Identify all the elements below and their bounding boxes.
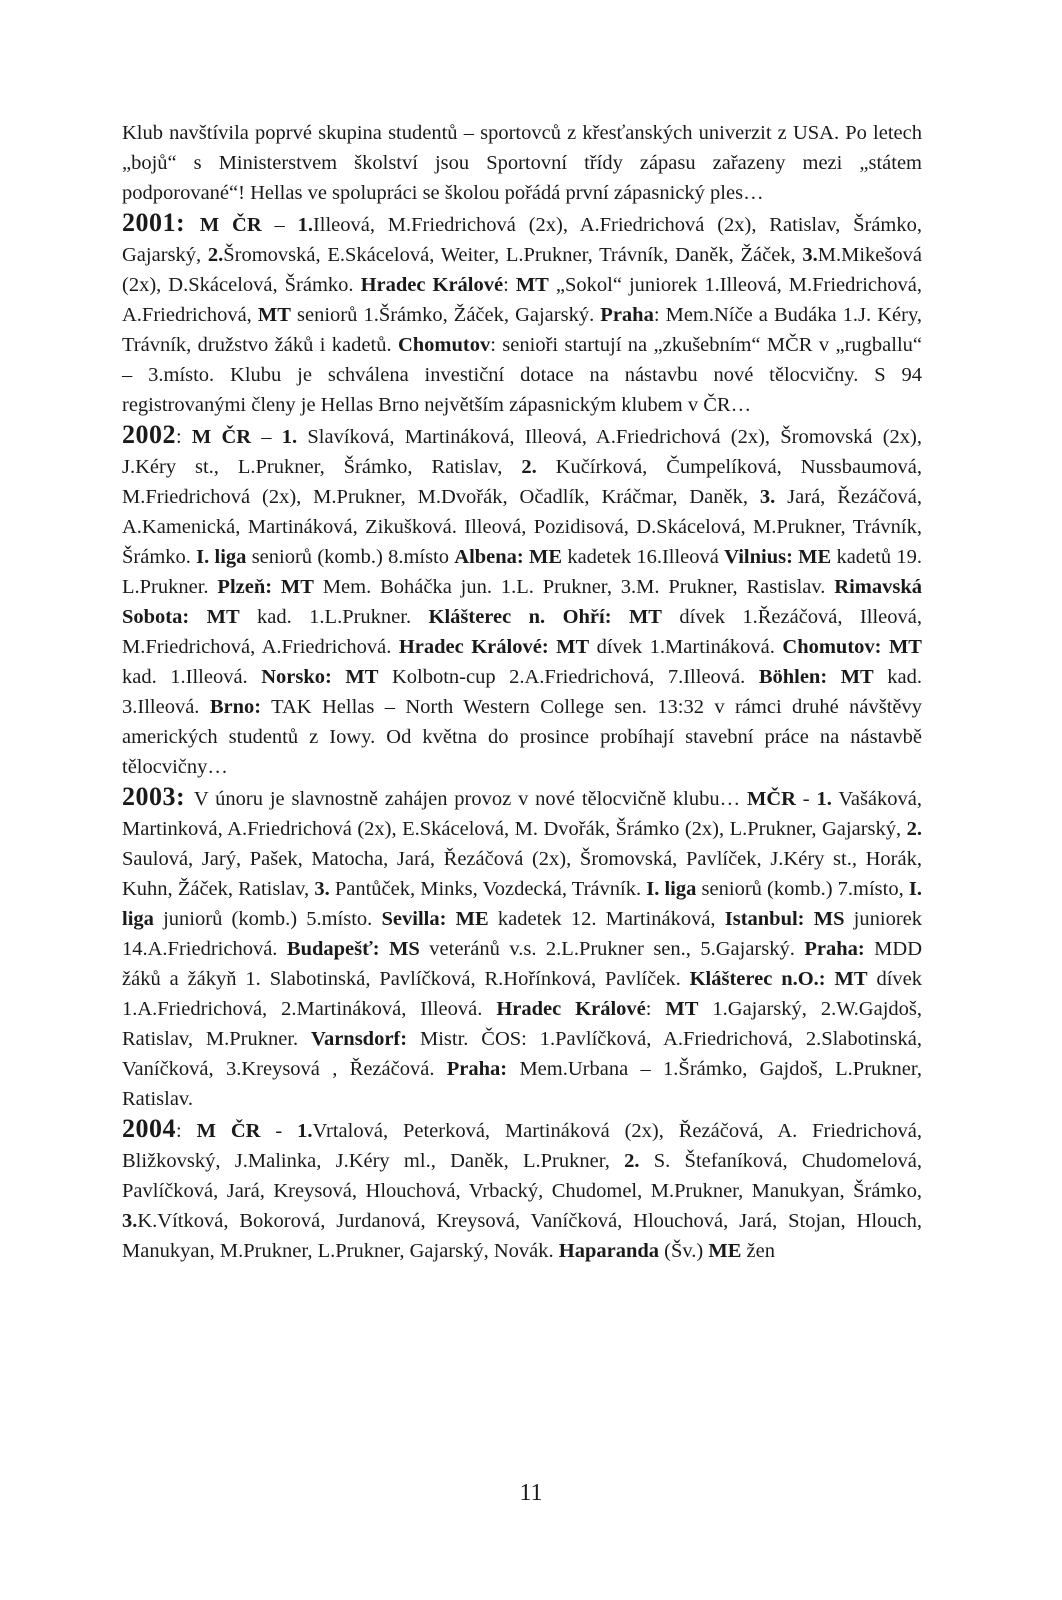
bold-label: 3. [314, 878, 330, 900]
bold-label: ME [708, 1240, 742, 1262]
text-run: Kučírková, Čumpelíková, Nussbaumová, M.Friedrichová (2x), M.Prukner, M.Dvořák, Očadlík, Kráčmar, Daněk, [122, 456, 922, 508]
text-run: Vrtalová, Peterková, Martináková (2x), Řezáčová, A. Friedrichová, Bližkovský, J.Malinka, J.Kéry ml., Daněk, L.Prukner, [122, 1120, 923, 1172]
text-run: Šromovská, E.Skácelová, Weiter, L.Prukner, Trávník, Daněk, Žáček, [223, 244, 803, 266]
bold-label: MČR [746, 788, 796, 810]
text-run: Saulová, Jarý, Pašek, Matocha, Jará, Řezáčová (2x), Šromovská, Pavlíček, J.Kéry st., Horák, Kuhn, Žáček, Ratislav, [122, 848, 922, 900]
bold-label: 1. [297, 214, 313, 236]
bold-label: 2. [906, 818, 922, 840]
bold-label: Chomutov [397, 334, 491, 356]
year-heading: 2001 [122, 208, 176, 237]
text-run: MDD žáků a žákyň 1. Slabotinská, Pavlíčková, R.Hořínková, Pavlíček. [122, 938, 923, 990]
bold-label: I. liga [196, 546, 247, 568]
text-run: : [503, 274, 516, 296]
bold-label: Hradec Králové [496, 998, 646, 1020]
text-run: – [261, 214, 298, 236]
bold-label: I. liga [122, 878, 922, 930]
bold-label: 2. [207, 244, 224, 266]
bold-label: Haparanda [558, 1240, 659, 1262]
text-run: „Sokol“ juniorek 1.Illeová, M.Friedrichová, A.Friedrichová, [122, 274, 922, 326]
bold-label: Praha [600, 304, 654, 326]
year-heading: : [176, 782, 194, 811]
text-run: - [795, 788, 817, 810]
bold-label: Rimavská Sobota: MT [122, 576, 923, 628]
text-run: Kolbotn-cup 2.A.Friedrichová, 7.Illeová. [378, 666, 759, 688]
text-run: juniorek 14.A.Friedrichová. [122, 908, 922, 960]
bold-label: Istanbul: MS [724, 908, 845, 930]
intro-paragraph [122, 118, 922, 208]
text-run: seniorů 1.Šrámko, Žáček, Gajarský. [290, 304, 601, 326]
bold-label: MT [257, 304, 291, 326]
year-heading: 2003 [122, 782, 176, 811]
text-run: kadetek 12. Martináková, [488, 908, 725, 930]
text-run: – [251, 426, 282, 448]
text-run: seniorů (komb.) 7.místo, [696, 878, 909, 900]
text-run: : [176, 1120, 197, 1142]
bold-label: Praha: [804, 938, 865, 960]
text-run: Slavíková, Martináková, Illeová, A.Friedrichová (2x), Šromovská (2x), J.Kéry st., L.Prukner, Šrámko, Ratislav, [122, 426, 923, 478]
text-run: žen [741, 1240, 775, 1262]
text-run: 1.Gajarský, 2.W.Gajdoš, Ratislav, M.Prukner. [122, 998, 923, 1050]
text-run: Illeová, M.Friedrichová (2x), A.Friedrichová (2x), Ratislav, Šrámko, Gajarský, [122, 214, 922, 266]
year-heading: 2004 [122, 1114, 176, 1143]
bold-label: Hradec Králové [360, 274, 504, 296]
bold-label: 1. [281, 426, 298, 448]
text-run: Jará, Řezáčová, A.Kamenická, Martináková, Zikušková. Illeová, Pozidisová, D.Skácelová, M.Prukner, Trávník, Šrámko. [122, 486, 922, 568]
bold-label: 1. [816, 788, 832, 810]
text-run: Mem. Boháčka jun. 1.L. Prukner, 3.M. Prukner, Rastislav. [313, 576, 835, 598]
text-run: dívek 1.A.Friedrichová, 2.Martináková, Illeová. [122, 968, 923, 1020]
page-body [122, 118, 922, 1266]
text-run: dívek 1.Řezáčová, Illeová, M.Friedrichová, A.Friedrichová. [122, 606, 922, 658]
bold-label: Praha: [446, 1058, 508, 1080]
page-number: 11 [519, 1480, 543, 1506]
text-run: V únoru je slavnostně zahájen provoz v nové tělocvičně klubu… [193, 788, 747, 810]
bold-label: Sevilla: ME [381, 908, 489, 930]
bold-label: M ČR [199, 214, 262, 236]
text-run: S. Štefaníková, Chudomelová, Pavlíčková, Jará, Kreysová, Hlouchová, Vrbacký, Chudomel, M.Prukner, Manukyan, Šrámko, [122, 1150, 922, 1202]
year-heading: 2002 [122, 420, 176, 449]
bold-label: 1. [297, 1120, 313, 1142]
text-run: M.Mikešová (2x), D.Skácelová, Šrámko. [122, 244, 922, 296]
text-run: Pantůček, Minks, Vozdecká, Trávník. [329, 878, 647, 900]
text-run: seniorů (komb.) 8.místo [246, 546, 455, 568]
text-run: juniorů (komb.) 5.místo. [153, 908, 382, 930]
text-run: Mistr. ČOS: 1.Pavlíčková, A.Friedrichová, 2.Slabotinská, Vaníčková, 3.Kreysová , Řezáčová. [122, 1028, 922, 1080]
text-run: : [176, 426, 192, 448]
bold-label: 2. [521, 456, 537, 478]
year-2002-paragraph [122, 420, 922, 782]
text-run: TAK Hellas – North Western College sen. 13:32 v rámci druhé návštěvy amerických studentů z Iowy. Od května do prosince probíhají stavební práce na nástavbě tělocvičny… [122, 696, 922, 778]
text-run: kadetů 19. L.Prukner. [122, 546, 922, 598]
bold-label: Böhlen: MT [758, 666, 874, 688]
bold-label: Albena: ME [454, 546, 563, 568]
year-heading: : [176, 208, 200, 237]
bold-label: M ČR [191, 426, 252, 448]
bold-label: Norsko: MT [261, 666, 379, 688]
text-run: veteránů v.s. 2.L.Prukner sen., 5.Gajarský. [419, 938, 805, 960]
bold-label: 3. [759, 486, 776, 508]
year-2004-paragraph [122, 1114, 922, 1266]
text-run: (Šv.) [659, 1240, 709, 1262]
bold-label: M ČR [196, 1120, 261, 1142]
bold-label: Klášterec n. Ohří: MT [428, 606, 662, 628]
bold-label: I. liga [646, 878, 697, 900]
bold-label: MT [515, 274, 549, 296]
text-run: : senioři startují na „zkušebním“ MČR v „rugballu“ – 3.místo. Klubu je schválena investiční dotace na nástavbu nové tělocvičny. S 94 registrovanými členy je Hellas Brno největším zápasnickým klubem v ČR… [122, 334, 922, 416]
text-run: Mem.Urbana – 1.Šrámko, Gajdoš, L.Prukner, Ratislav. [122, 1058, 923, 1110]
text-run: : Mem.Níče a Budáka 1.J. Kéry, Trávník, družstvo žáků i kadetů. [122, 304, 923, 356]
text-run: kad. 3.Illeová. [122, 666, 923, 718]
text-run: - [260, 1120, 298, 1142]
bold-label: Hradec Králové: MT [398, 636, 590, 658]
bold-label: Klášterec n.O.: MT [689, 968, 868, 990]
bold-label: MT [665, 998, 699, 1020]
bold-label: 3. [122, 1210, 138, 1232]
bold-label: Chomutov: MT [782, 636, 922, 658]
text-run: dívek 1.Martináková. [589, 636, 783, 658]
text-run: kadetek 16.Illeová [562, 546, 725, 568]
text-run: Klub navštívila poprvé skupina studentů – sportovců z křesťanských univerzit z USA. Po letech „bojů“ s Ministerstvem školství jsou Sportovní třídy zápasu zařazeny mezi „státem podporované“! Hellas ve spolupráci se školou pořádá první zápasnický ples… [122, 122, 922, 204]
year-2001-paragraph [122, 208, 922, 420]
text-run: : [645, 998, 666, 1020]
bold-label: Budapešť: MS [286, 938, 420, 960]
bold-label: Brno: [209, 696, 262, 718]
bold-label: Plzeň: MT [217, 576, 314, 598]
bold-label: 3. [802, 244, 818, 266]
text-run: kad. 1.L.Prukner. [239, 606, 429, 628]
text-run: Vašáková, Martinková, A.Friedrichová (2x), E.Skácelová, M. Dvořák, Šrámko (2x), L.Prukner, Gajarský, [122, 788, 922, 840]
text-run: K.Vítková, Bokorová, Jurdanová, Kreysová, Vaníčková, Hlouchová, Jará, Stojan, Hlouch, Manukyan, M.Prukner, L.Prukner, Gajarský, Novák. [122, 1210, 922, 1262]
bold-label: Varnsdorf: [311, 1028, 408, 1050]
bold-label: Vilnius: ME [724, 546, 832, 568]
bold-label: 2. [624, 1150, 640, 1172]
text-run: kad. 1.Illeová. [122, 666, 262, 688]
year-2003-paragraph [122, 782, 922, 1114]
